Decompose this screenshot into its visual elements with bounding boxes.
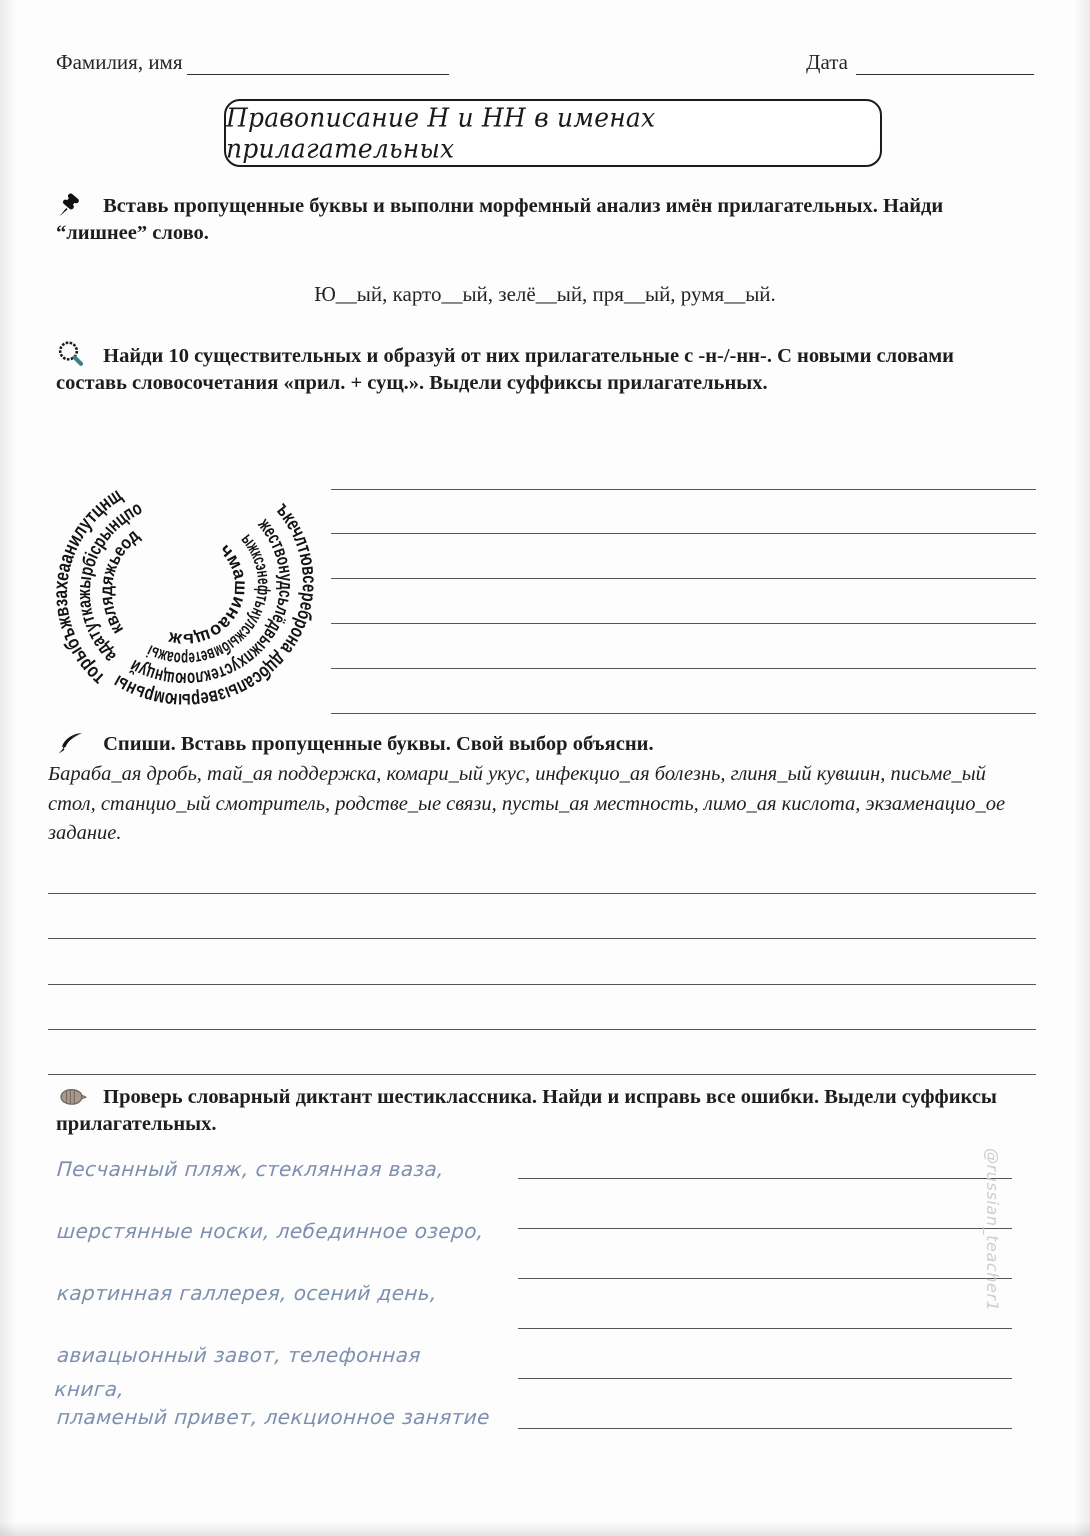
name-field-group [56, 50, 449, 75]
page-title: Правописание Н и НН в именах прилагательных [226, 102, 656, 164]
dictation-line: пламеный привет, лекционное занятие [56, 1405, 491, 1429]
task-1-word-list: Ю__ый, карто__ый, зелё__ый, пря__ый, румя__ый. [314, 282, 776, 306]
watermark: @russian_teacher1 [983, 1148, 1002, 1312]
pushpin-icon [56, 192, 98, 218]
worksheet-title-box [224, 99, 882, 167]
date-field-group [806, 50, 1034, 75]
task-2-answer-line[interactable] [331, 578, 1036, 579]
quill-icon [56, 730, 98, 756]
page-edge-left [0, 0, 16, 1536]
task-3-answer-line[interactable] [48, 1029, 1036, 1030]
task-3-answer-line[interactable] [48, 1074, 1036, 1075]
page-edge-right [1074, 0, 1090, 1536]
task-4-text: Проверь словарный диктант шестиклассника. Найди и исправь все ошибки. Выдели суффиксы прилагательных. [56, 1086, 997, 1135]
spiral-ring-1: ъкечлтювсереброна дцбсапызверыюмрьны [106, 498, 321, 712]
task-4-answer-line[interactable] [518, 1378, 1012, 1379]
eraser-icon [56, 1085, 98, 1109]
task-4-answer-line[interactable] [518, 1328, 1012, 1329]
spiral-ring-3-lower: квлядяжьеод [95, 524, 145, 639]
magnifier-icon [56, 340, 98, 368]
spiral-ring-2-lower: адатуткажырбісрынцпо [73, 496, 149, 667]
task-4-answer-line[interactable] [518, 1278, 1012, 1279]
task-3-body: Бараба_ая дробь, тай_ая поддержка, комари_ый укус, инфекцио_ая болезнь, глиня_ый кувшин, письме_ый стол, станцио_ый смотритель, родстве_ые связи, пусты_ая местность, лимо_ая кислота, экзаменацио_ое задание. [48, 763, 1006, 844]
student-header [56, 50, 1034, 75]
student-dictation-text [53, 1152, 496, 1462]
task-2-answer-line[interactable] [331, 533, 1036, 534]
task-1-text: Вставь пропущенные буквы и выполни морфемный анализ имён прилагательных. Найди “лишнее” слово. [56, 195, 944, 244]
task-2-text: Найди 10 существительных и образуй от них прилагательные с -н-/-нн-. С новыми словами составь словосочетания «прил. + сущ.». Выдели суффиксы прилагательных. [56, 345, 954, 394]
name-label: Фамилия, имя [56, 50, 183, 74]
task-3-answer-line[interactable] [48, 893, 1036, 894]
name-input-line[interactable] [187, 59, 449, 75]
dictation-line: картинная галлерея, осений день, [56, 1281, 438, 1305]
task-2-answer-line[interactable] [331, 668, 1036, 669]
task-2-answer-line[interactable] [331, 489, 1036, 490]
spiral-word-search [40, 450, 330, 720]
task-3-answer-line[interactable] [48, 984, 1036, 985]
task-4-answer-line[interactable] [518, 1228, 1012, 1229]
dictation-line: авиацыонный завот, телефонная книга, [53, 1343, 422, 1401]
task-4-answer-line[interactable] [518, 1428, 1012, 1429]
task-4-answer-line[interactable] [518, 1178, 1012, 1179]
spiral-ring-4: чмашинаощьж [167, 539, 252, 651]
task-2-heading [56, 340, 1024, 397]
task-3-heading [56, 730, 1024, 758]
task-2-answer-line[interactable] [331, 623, 1036, 624]
task-1-heading [56, 192, 1016, 247]
spiral-ring-2: жествонудсьлёдвыжпхустеклоющнцуй [123, 514, 297, 690]
date-input-line[interactable] [856, 59, 1034, 75]
spiral-ring-3: ыжксэнефтьнулсжыбмветероажьі [142, 529, 275, 670]
dictation-line: Песчанный пляж, стеклянная ваза, [56, 1157, 445, 1181]
date-label: Дата [806, 50, 848, 74]
task-3-answer-line[interactable] [48, 938, 1036, 939]
spiral-ring-1-lower: торыбъжвзахеаанилутцнщ [49, 482, 130, 690]
task-3-text: Спиши. Вставь пропущенные буквы. Свой выбор объясни. [103, 733, 654, 755]
task-2-answer-line[interactable] [331, 713, 1036, 714]
dictation-line: шерстянные носки, лебединное озеро, [56, 1219, 485, 1243]
task-4-heading [56, 1084, 1024, 1138]
